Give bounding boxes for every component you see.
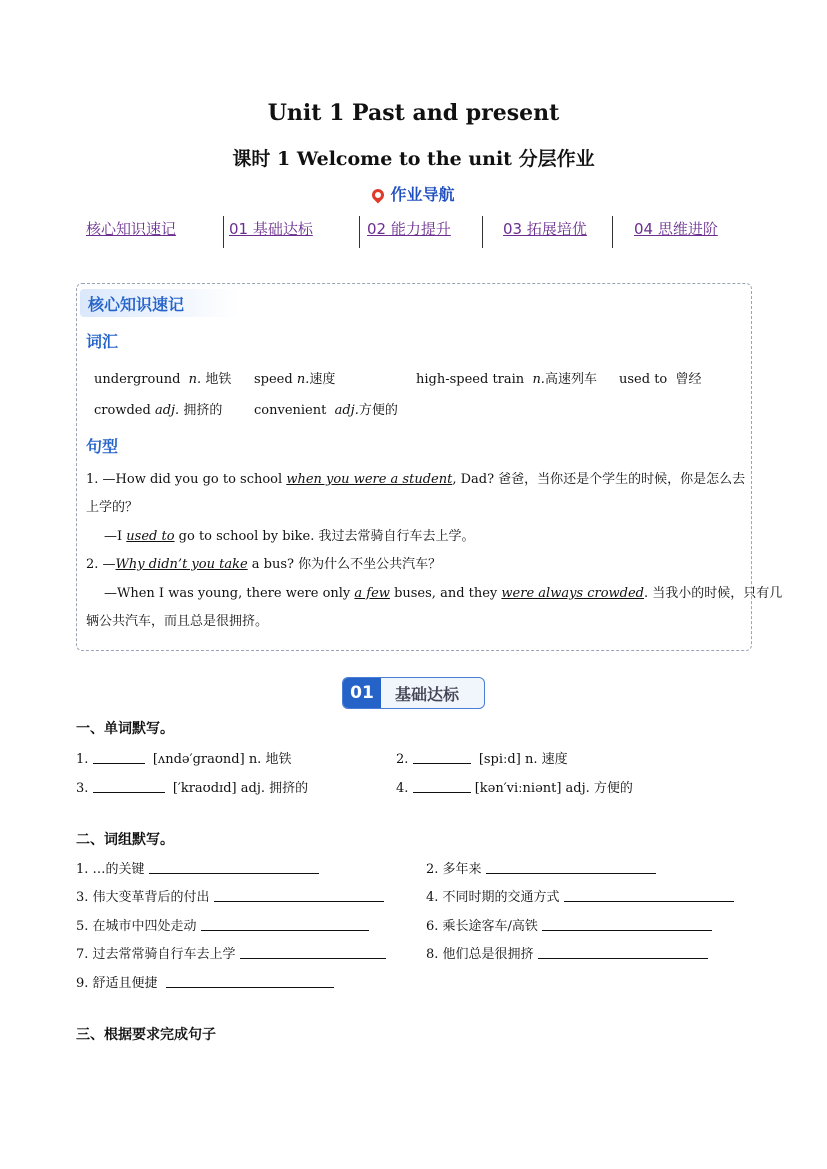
answer-blank[interactable]	[93, 751, 145, 764]
sentence-1-reply: —I used to go to school by bike. 我过去常骑自行车去上学。	[104, 529, 475, 544]
sentence-1: 1. —How did you go to school when you were a student, Dad? 爸爸，当你还是个学生的时候，你是怎么去	[86, 472, 746, 487]
phrase-item: 4. 不同时期的交通方式	[426, 886, 734, 905]
sentence-2-reply: —When I was young, there were only a few buses, and they were always crowded. 当我小的时候，只有几	[104, 586, 783, 601]
sentence-2-reply-cont: 辆公共汽车，而且总是很拥挤。	[86, 614, 269, 629]
phrase-item: 8. 他们总是很拥挤	[426, 943, 708, 962]
nav-heading-text: 作业导航	[390, 185, 455, 204]
vocab-item: speed n.速度	[254, 372, 336, 387]
word-item: 2. [spiːd] n. 速度	[396, 752, 568, 767]
answer-blank[interactable]	[564, 889, 734, 902]
phrase-item: 6. 乘长途客车/高铁	[426, 915, 712, 934]
answer-blank[interactable]	[538, 946, 708, 959]
word-item: 3. [′kraʊdɪd] adj. 拥挤的	[76, 781, 309, 796]
phrase-item: 7. 过去常常骑自行车去上学	[76, 943, 386, 962]
section1-heading: 一、单词默写。	[76, 721, 174, 737]
section2-heading: 二、词组默写。	[76, 832, 174, 848]
nav-link-01[interactable]: 01 基础达标	[229, 220, 313, 238]
badge-number: 01	[343, 678, 381, 708]
sentence-1-cont: 上学的？	[86, 500, 139, 515]
phrase-item: 3. 伟大变革背后的付出	[76, 886, 384, 905]
vocab-item: crowded adj. 拥挤的	[94, 403, 223, 418]
answer-blank[interactable]	[240, 946, 386, 959]
nav-divider	[223, 216, 224, 248]
answer-blank[interactable]	[201, 918, 369, 931]
answer-blank[interactable]	[413, 780, 471, 793]
word-item: 4. [kən′viːniənt] adj. 方便的	[396, 781, 633, 796]
homework-nav	[78, 216, 758, 250]
badge-label: 基础达标	[395, 685, 460, 704]
answer-blank[interactable]	[214, 889, 384, 902]
answer-blank[interactable]	[542, 918, 712, 931]
nav-divider	[482, 216, 483, 248]
nav-divider	[612, 216, 613, 248]
nav-heading	[0, 182, 827, 205]
vocab-item: convenient adj.方便的	[254, 403, 398, 418]
vocab-heading: 词汇	[86, 332, 119, 351]
word-item: 1. [ʌndə′graʊnd] n. 地铁	[76, 752, 292, 767]
answer-blank[interactable]	[93, 780, 165, 793]
answer-blank[interactable]	[166, 975, 334, 988]
vocab-item: underground n. 地铁	[94, 372, 232, 387]
phrase-item: 5. 在城市中四处走动	[76, 915, 369, 934]
section3-heading: 三、根据要求完成句子	[76, 1027, 216, 1043]
section-badge	[342, 677, 485, 709]
page-title: Unit 1 Past and present	[267, 100, 560, 126]
vocab-item: used to 曾经	[619, 372, 702, 387]
answer-blank[interactable]	[149, 861, 319, 874]
nav-divider	[359, 216, 360, 248]
nav-link-02[interactable]: 02 能力提升	[367, 220, 451, 238]
answer-blank[interactable]	[413, 751, 471, 764]
sentence-2: 2. —Why didn’t you take a bus? 你为什么不坐公共汽车？	[86, 557, 442, 572]
sentence-heading: 句型	[86, 437, 119, 456]
phrase-item: 2. 多年来	[426, 858, 656, 877]
nav-link-04[interactable]: 04 思维进阶	[634, 220, 718, 238]
vocab-item: high-speed train n.高速列车	[416, 372, 597, 387]
nav-link-03[interactable]: 03 拓展培优	[503, 220, 587, 238]
nav-link-core[interactable]: 核心知识速记	[86, 220, 177, 238]
core-knowledge-title: 核心知识速记	[88, 295, 185, 314]
phrase-item: 1. …的关键	[76, 858, 319, 877]
answer-blank[interactable]	[486, 861, 656, 874]
phrase-item: 9. 舒适且便捷	[76, 972, 334, 991]
page-subtitle: 课时 1 Welcome to the unit 分层作业	[232, 148, 595, 170]
location-pin-icon	[370, 187, 387, 204]
